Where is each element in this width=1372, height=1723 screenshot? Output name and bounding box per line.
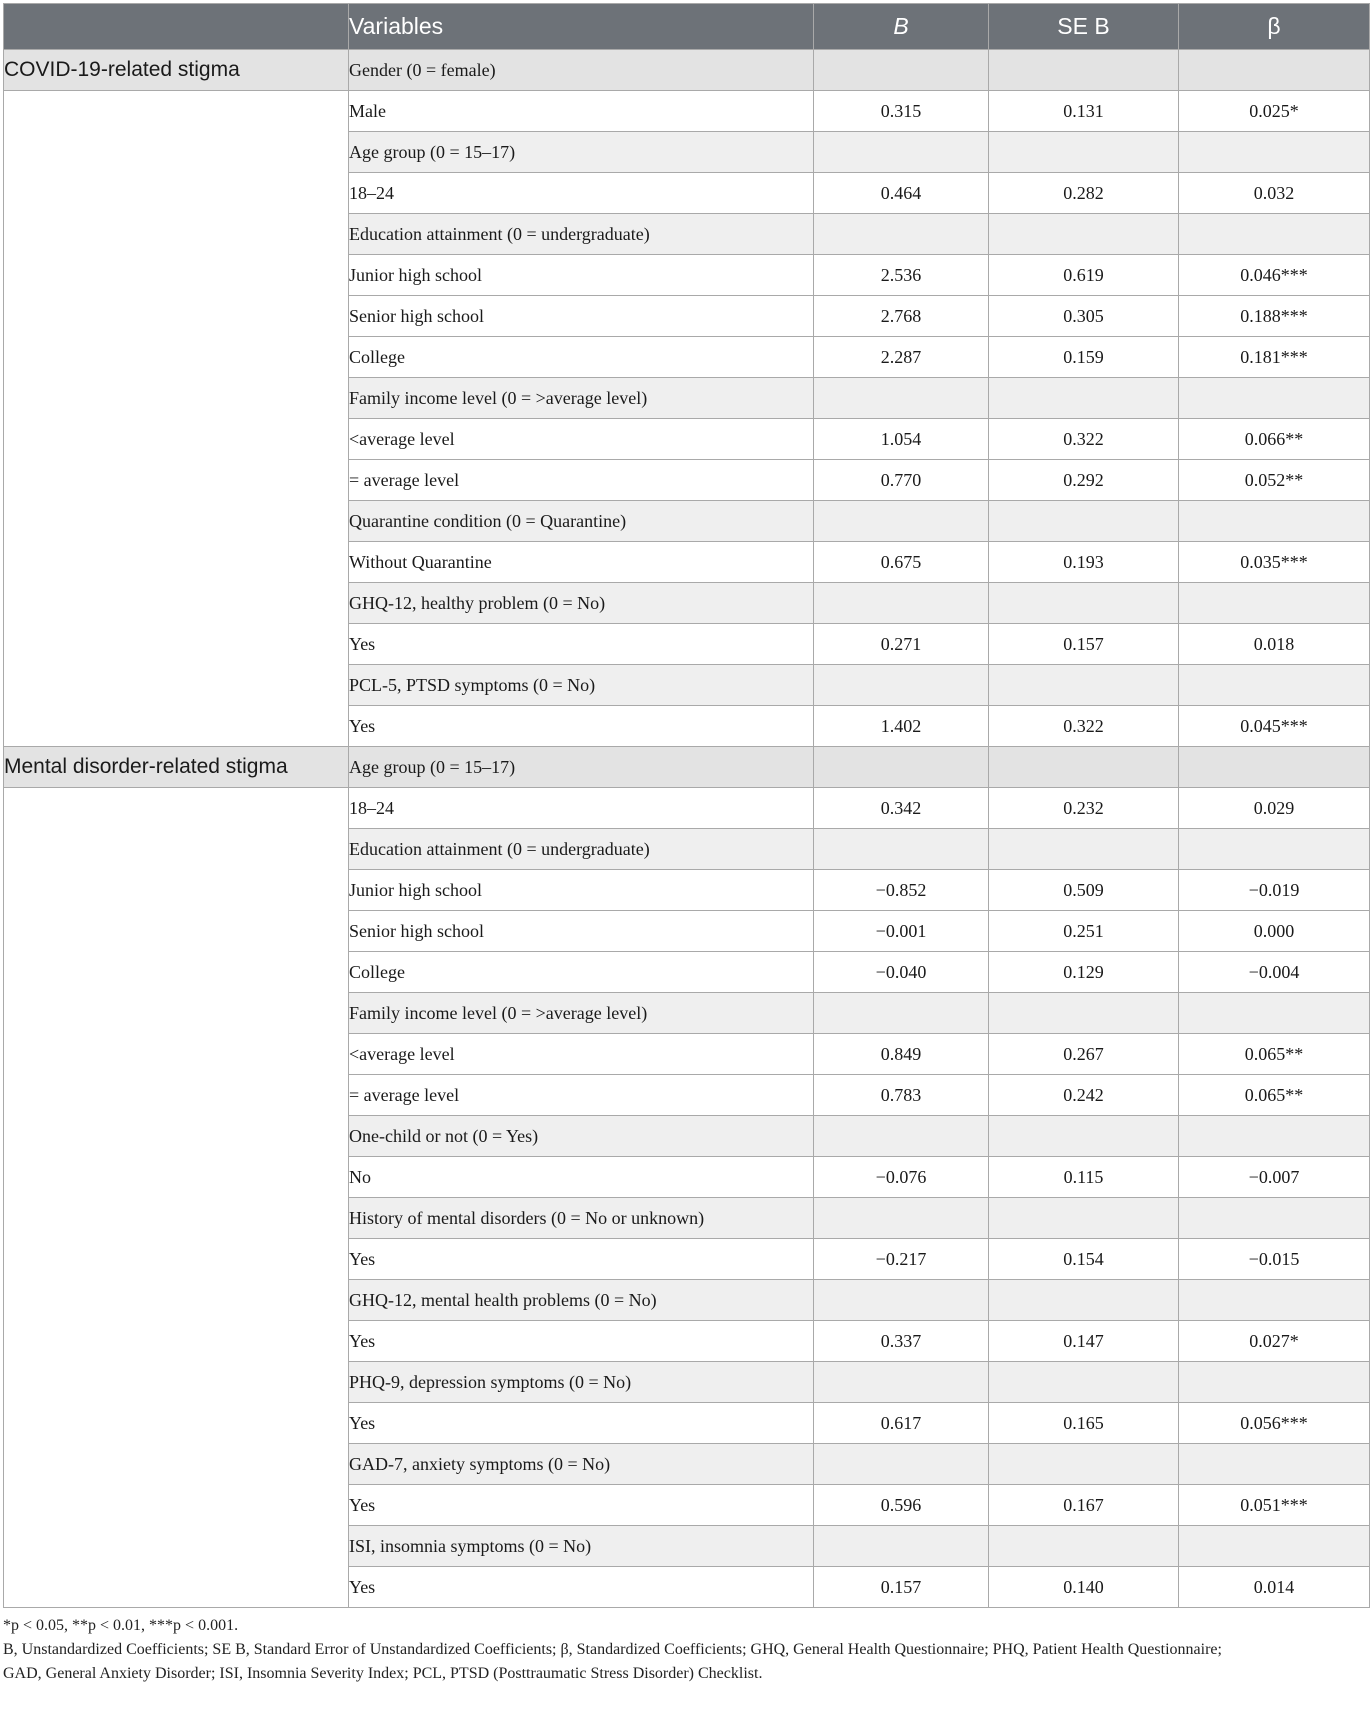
se-b-cell: 0.251	[989, 911, 1179, 952]
beta-cell: 0.045***	[1179, 706, 1370, 747]
b-cell	[814, 747, 989, 788]
beta-cell: 0.027*	[1179, 1321, 1370, 1362]
se-b-cell: 0.193	[989, 542, 1179, 583]
beta-cell: 0.056***	[1179, 1403, 1370, 1444]
section-title: COVID-19-related stigma	[4, 50, 349, 91]
b-cell: 0.675	[814, 542, 989, 583]
se-b-cell: 0.140	[989, 1567, 1179, 1608]
variable-cell: PCL-5, PTSD symptoms (0 = No)	[349, 665, 814, 706]
se-b-cell: 0.322	[989, 419, 1179, 460]
se-b-cell: 0.619	[989, 255, 1179, 296]
header-variables: Variables	[349, 4, 814, 50]
b-cell	[814, 501, 989, 542]
variable-cell: Age group (0 = 15–17)	[349, 747, 814, 788]
beta-cell	[1179, 132, 1370, 173]
beta-cell	[1179, 829, 1370, 870]
table-row	[4, 788, 1370, 829]
b-cell	[814, 829, 989, 870]
se-b-cell	[989, 1526, 1179, 1567]
se-b-cell	[989, 1444, 1179, 1485]
variable-cell: GAD-7, anxiety symptoms (0 = No)	[349, 1444, 814, 1485]
se-b-cell	[989, 50, 1179, 91]
header-row	[4, 4, 1370, 50]
beta-cell: 0.046***	[1179, 255, 1370, 296]
b-cell: −0.040	[814, 952, 989, 993]
b-cell	[814, 1280, 989, 1321]
beta-cell	[1179, 1362, 1370, 1403]
beta-cell	[1179, 665, 1370, 706]
se-b-cell	[989, 1280, 1179, 1321]
variable-cell: Senior high school	[349, 911, 814, 952]
se-b-cell: 0.159	[989, 337, 1179, 378]
variable-cell: 18–24	[349, 788, 814, 829]
beta-cell: 0.065**	[1179, 1034, 1370, 1075]
variable-cell: Junior high school	[349, 870, 814, 911]
beta-cell	[1179, 583, 1370, 624]
beta-cell: −0.007	[1179, 1157, 1370, 1198]
b-cell	[814, 132, 989, 173]
variable-cell: Yes	[349, 1485, 814, 1526]
variable-cell: Age group (0 = 15–17)	[349, 132, 814, 173]
variable-cell: ISI, insomnia symptoms (0 = No)	[349, 1526, 814, 1567]
variable-cell: GHQ-12, mental health problems (0 = No)	[349, 1280, 814, 1321]
b-cell: 0.342	[814, 788, 989, 829]
beta-cell: 0.018	[1179, 624, 1370, 665]
b-cell	[814, 583, 989, 624]
variable-cell: Education attainment (0 = undergraduate)	[349, 829, 814, 870]
variable-cell: Yes	[349, 1321, 814, 1362]
b-cell: 0.157	[814, 1567, 989, 1608]
beta-cell: 0.052**	[1179, 460, 1370, 501]
b-cell	[814, 214, 989, 255]
variable-cell: <average level	[349, 1034, 814, 1075]
table-row	[4, 91, 1370, 132]
se-b-cell: 0.157	[989, 624, 1179, 665]
variable-cell: One-child or not (0 = Yes)	[349, 1116, 814, 1157]
variable-cell: Yes	[349, 624, 814, 665]
b-cell: 0.464	[814, 173, 989, 214]
beta-cell: 0.035***	[1179, 542, 1370, 583]
b-cell: 0.596	[814, 1485, 989, 1526]
abbreviations-note-2: GAD, General Anxiety Disorder; ISI, Insomnia Severity Index; PCL, PTSD (Posttraumatic Stress Disorder) Checklist.	[3, 1665, 763, 1682]
variable-cell: Family income level (0 = >average level)	[349, 993, 814, 1034]
se-b-cell	[989, 501, 1179, 542]
b-cell: 0.337	[814, 1321, 989, 1362]
se-b-cell	[989, 132, 1179, 173]
variable-cell: Without Quarantine	[349, 542, 814, 583]
section-spacer	[4, 91, 349, 747]
b-cell	[814, 1526, 989, 1567]
beta-cell: −0.004	[1179, 952, 1370, 993]
se-b-cell: 0.305	[989, 296, 1179, 337]
se-b-cell: 0.147	[989, 1321, 1179, 1362]
beta-cell	[1179, 1116, 1370, 1157]
se-b-cell	[989, 665, 1179, 706]
b-cell	[814, 1116, 989, 1157]
beta-cell: 0.066**	[1179, 419, 1370, 460]
variable-cell: Junior high school	[349, 255, 814, 296]
variable-cell: = average level	[349, 1075, 814, 1116]
b-cell: 1.402	[814, 706, 989, 747]
se-b-cell	[989, 1362, 1179, 1403]
b-cell	[814, 50, 989, 91]
b-cell: 0.783	[814, 1075, 989, 1116]
b-cell: −0.076	[814, 1157, 989, 1198]
variable-cell: = average level	[349, 460, 814, 501]
se-b-cell	[989, 1198, 1179, 1239]
section-title: Mental disorder-related stigma	[4, 747, 349, 788]
variable-cell: Family income level (0 = >average level)	[349, 378, 814, 419]
b-cell: −0.217	[814, 1239, 989, 1280]
beta-cell: 0.029	[1179, 788, 1370, 829]
table-row	[4, 747, 1370, 788]
beta-cell: 0.032	[1179, 173, 1370, 214]
variable-cell: Gender (0 = female)	[349, 50, 814, 91]
se-b-cell	[989, 1116, 1179, 1157]
beta-cell	[1179, 1526, 1370, 1567]
se-b-cell: 0.292	[989, 460, 1179, 501]
b-cell	[814, 378, 989, 419]
table-row	[4, 50, 1370, 91]
se-b-cell: 0.242	[989, 1075, 1179, 1116]
beta-cell	[1179, 378, 1370, 419]
b-cell: −0.001	[814, 911, 989, 952]
variable-cell: Yes	[349, 1403, 814, 1444]
se-b-cell: 0.165	[989, 1403, 1179, 1444]
b-cell: −0.852	[814, 870, 989, 911]
b-cell: 0.849	[814, 1034, 989, 1075]
b-cell: 2.287	[814, 337, 989, 378]
se-b-cell: 0.131	[989, 91, 1179, 132]
header-beta: β	[1179, 4, 1370, 50]
beta-cell	[1179, 50, 1370, 91]
variable-cell: Quarantine condition (0 = Quarantine)	[349, 501, 814, 542]
variable-cell: GHQ-12, healthy problem (0 = No)	[349, 583, 814, 624]
se-b-cell: 0.115	[989, 1157, 1179, 1198]
variable-cell: Male	[349, 91, 814, 132]
beta-cell	[1179, 993, 1370, 1034]
b-cell	[814, 1362, 989, 1403]
b-cell: 0.617	[814, 1403, 989, 1444]
se-b-cell	[989, 993, 1179, 1034]
se-b-cell	[989, 378, 1179, 419]
se-b-cell	[989, 747, 1179, 788]
beta-cell	[1179, 1198, 1370, 1239]
table-notes	[3, 1614, 1369, 1686]
section-spacer	[4, 788, 349, 1608]
variable-cell: College	[349, 337, 814, 378]
beta-cell	[1179, 501, 1370, 542]
se-b-cell	[989, 214, 1179, 255]
beta-cell	[1179, 214, 1370, 255]
table-body	[4, 50, 1370, 1608]
variable-cell: History of mental disorders (0 = No or unknown)	[349, 1198, 814, 1239]
variable-cell: Yes	[349, 1567, 814, 1608]
b-cell: 2.536	[814, 255, 989, 296]
b-cell	[814, 993, 989, 1034]
b-cell: 0.315	[814, 91, 989, 132]
beta-cell: 0.025*	[1179, 91, 1370, 132]
regression-table-container	[3, 3, 1369, 1686]
beta-cell: −0.019	[1179, 870, 1370, 911]
beta-cell: 0.051***	[1179, 1485, 1370, 1526]
b-cell: 1.054	[814, 419, 989, 460]
abbreviations-note-1: B, Unstandardized Coefficients; SE B, Standard Error of Unstandardized Coefficients; β, Standardized Coefficients; GHQ, General Health Questionnaire; PHQ, Patient Health Questionnaire;	[3, 1641, 1222, 1658]
se-b-cell: 0.509	[989, 870, 1179, 911]
variable-cell: Education attainment (0 = undergraduate)	[349, 214, 814, 255]
variable-cell: College	[349, 952, 814, 993]
b-cell: 2.768	[814, 296, 989, 337]
header-group	[4, 4, 349, 50]
variable-cell: No	[349, 1157, 814, 1198]
se-b-cell	[989, 583, 1179, 624]
header-b: B	[814, 4, 989, 50]
beta-cell	[1179, 747, 1370, 788]
significance-note: *p < 0.05, **p < 0.01, ***p < 0.001.	[3, 1617, 239, 1634]
variable-cell: Yes	[349, 1239, 814, 1280]
variable-cell: Yes	[349, 706, 814, 747]
se-b-cell: 0.154	[989, 1239, 1179, 1280]
b-cell: 0.770	[814, 460, 989, 501]
variable-cell: PHQ-9, depression symptoms (0 = No)	[349, 1362, 814, 1403]
header-se-b: SE B	[989, 4, 1179, 50]
table-header	[4, 4, 1370, 50]
variable-cell: 18–24	[349, 173, 814, 214]
beta-cell: 0.065**	[1179, 1075, 1370, 1116]
b-cell	[814, 1444, 989, 1485]
beta-cell	[1179, 1280, 1370, 1321]
b-cell: 0.271	[814, 624, 989, 665]
variable-cell: Senior high school	[349, 296, 814, 337]
beta-cell: −0.015	[1179, 1239, 1370, 1280]
beta-cell: 0.014	[1179, 1567, 1370, 1608]
se-b-cell	[989, 829, 1179, 870]
regression-table	[3, 3, 1370, 1608]
b-cell	[814, 1198, 989, 1239]
se-b-cell: 0.167	[989, 1485, 1179, 1526]
variable-cell: <average level	[349, 419, 814, 460]
b-cell	[814, 665, 989, 706]
se-b-cell: 0.282	[989, 173, 1179, 214]
beta-cell: 0.000	[1179, 911, 1370, 952]
se-b-cell: 0.267	[989, 1034, 1179, 1075]
beta-cell: 0.181***	[1179, 337, 1370, 378]
se-b-cell: 0.322	[989, 706, 1179, 747]
beta-cell: 0.188***	[1179, 296, 1370, 337]
beta-cell	[1179, 1444, 1370, 1485]
se-b-cell: 0.129	[989, 952, 1179, 993]
se-b-cell: 0.232	[989, 788, 1179, 829]
